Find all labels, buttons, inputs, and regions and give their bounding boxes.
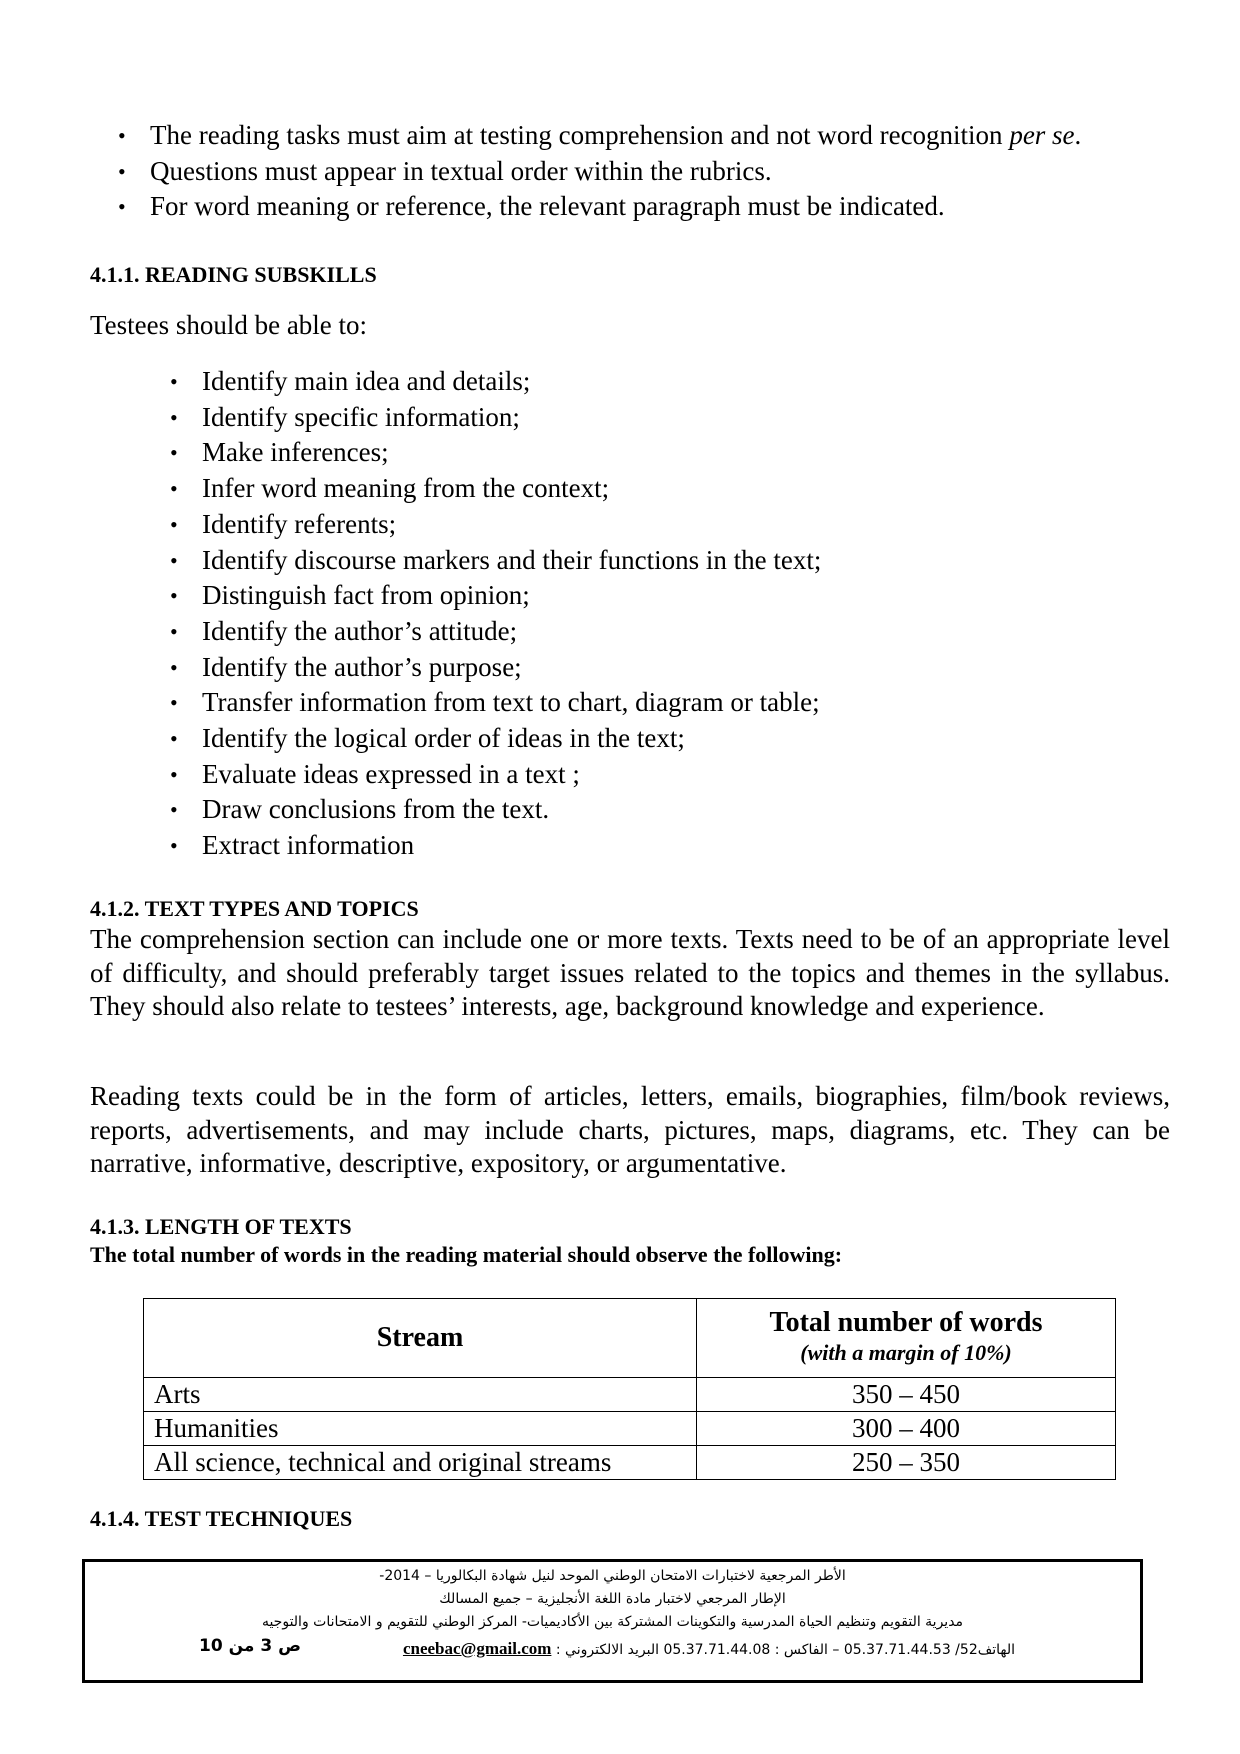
word-count-table — [143, 1298, 1116, 1480]
contact-text: الهاتف52/ 05.37.71.44.53 – الفاكس : 05.37.71.44.08 البريد الالكتروني : — [551, 1642, 1015, 1658]
list-item: • Make inferences; — [202, 435, 821, 471]
range-cell: 350 – 450 — [697, 1378, 1116, 1412]
table-row — [144, 1412, 1116, 1446]
list-item: • Identify the author’s purpose; — [202, 650, 821, 686]
heading-text-types: 4.1.2. TEXT TYPES AND TOPICS — [90, 896, 419, 921]
list-item: • Extract information — [202, 828, 821, 864]
margin-note: (with a margin of 10%) — [800, 1340, 1012, 1365]
bullet-icon: • — [170, 618, 178, 644]
list-item: • Identify discourse markers and their functions in the text; — [202, 543, 821, 579]
bullet-icon: • — [170, 797, 178, 823]
text-types-paragraph-2: Reading texts could be in the form of articles, letters, emails, biographies, film/book reviews, reports, advertisements, and may include charts, pictures, maps, diagrams, etc. They can be narrative, informative, descriptive, expository, or argumentative. — [90, 1081, 1170, 1178]
bullet-icon: • — [170, 369, 178, 394]
heading-reading-subskills: 4.1.1. READING SUBSKILLS — [90, 262, 377, 287]
range-cell: 250 – 350 — [697, 1446, 1116, 1480]
bullet-icon: • — [170, 726, 178, 752]
bullet-icon: • — [170, 833, 178, 859]
subskills-lead: Testees should be able to: — [90, 310, 368, 340]
page-footer — [82, 1559, 1143, 1683]
bullet-icon: • — [118, 194, 126, 219]
table-row — [144, 1378, 1116, 1412]
list-item: • Evaluate ideas expressed in a text ; — [202, 757, 821, 793]
list-item: • Identify referents; — [202, 507, 821, 543]
intro-bullet-2: • Questions must appear in textual order within the rubrics. — [150, 154, 1081, 190]
text-types-paragraph-1: The comprehension section can include one or more texts. Texts need to be of an appropriate level of difficulty, and should preferably target issues related to the topics and themes in the syllabus. They should also relate to testees’ interests, age, background knowledge and experience. — [90, 924, 1170, 1021]
footer-line-2: الإطار المرجعي لاختبار مادة اللغة الأنجليزية – جميع المسالك — [439, 1591, 786, 1607]
list-item: • Identify specific information; — [202, 400, 821, 436]
column-header-stream: Stream — [144, 1299, 697, 1378]
bullet-icon: • — [170, 440, 178, 466]
list-item: • Identify the author’s attitude; — [202, 614, 821, 650]
bullet-icon: • — [118, 123, 126, 148]
bullet-icon: • — [170, 654, 178, 680]
list-item: • Infer word meaning from the context; — [202, 471, 821, 507]
column-header-total: Total number of words (with a margin of 10%) — [697, 1299, 1116, 1378]
stream-cell: Humanities — [144, 1412, 697, 1446]
heading-length-of-texts: 4.1.3. LENGTH OF TEXTS — [90, 1214, 352, 1239]
intro-bullet-list — [90, 118, 1081, 225]
email-link[interactable]: cneebac@gmail.com — [402, 1639, 552, 1658]
list-item: • Identify main idea and details; — [202, 364, 821, 400]
bullet-icon: • — [170, 547, 178, 573]
bullet-icon: • — [170, 511, 178, 537]
intro-bullet-3: • For word meaning or reference, the relevant paragraph must be indicated. — [150, 189, 1081, 225]
list-item: • Distinguish fact from opinion; — [202, 578, 821, 614]
table-header-row — [144, 1299, 1116, 1378]
stream-cell: Arts — [144, 1378, 697, 1412]
footer-contact — [403, 1639, 1015, 1659]
footer-line-3: مديرية التقويم وتنظيم الحياة المدرسية والتكوينات المشتركة بين الأكاديميات- المركز الوطني للتقويم و الامتحانات والتوجيه — [261, 1614, 964, 1630]
list-item: • Identify the logical order of ideas in the text; — [202, 721, 821, 757]
bullet-icon: • — [170, 690, 178, 716]
heading-test-techniques: 4.1.4. TEST TECHNIQUES — [90, 1506, 353, 1531]
list-item: • Transfer information from text to chart, diagram or table; — [202, 685, 821, 721]
bullet-icon: • — [170, 583, 178, 609]
range-cell: 300 – 400 — [697, 1412, 1116, 1446]
subskills-list — [90, 364, 821, 864]
table-row — [144, 1446, 1116, 1480]
bullet-icon: • — [170, 476, 178, 502]
stream-cell: All science, technical and original streams — [144, 1446, 697, 1480]
bullet-icon: • — [170, 404, 178, 430]
list-item: • Draw conclusions from the text. — [202, 792, 821, 828]
bullet-icon: • — [170, 761, 178, 787]
length-subtitle: The total number of words in the reading material should observe the following: — [90, 1242, 843, 1267]
intro-bullet-1: • The reading tasks must aim at testing comprehension and not word recognition per se. — [150, 118, 1081, 154]
bullet-icon: • — [118, 158, 126, 184]
page-number: ص 3 من 10 — [199, 1636, 301, 1656]
footer-line-1: الأطر المرجعية لاختبارات الامتحان الوطني الموحد لنيل شهادة البكالوريا – 2014- — [379, 1568, 846, 1584]
